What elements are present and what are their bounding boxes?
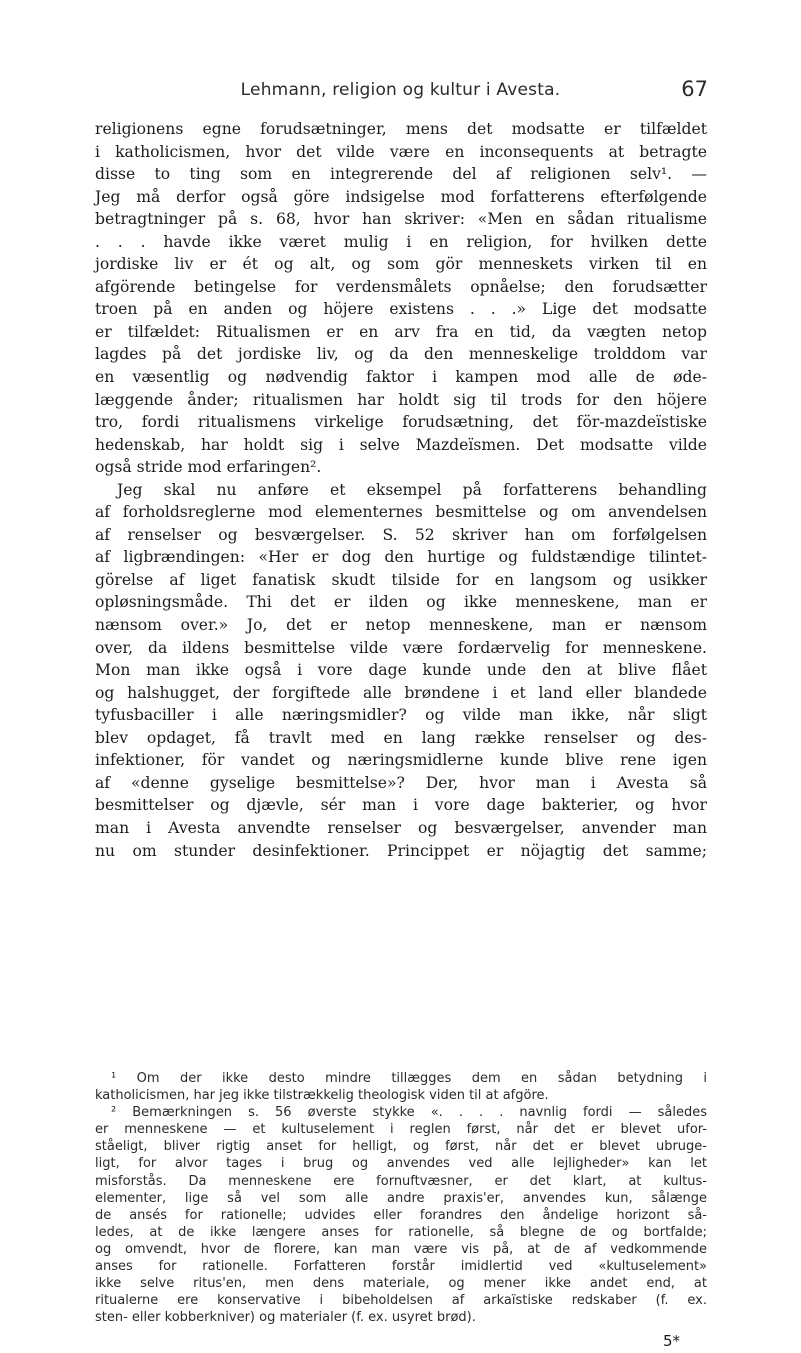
body-line: nænsom over.» Jo, det er netop menneskene, man er nænsom <box>95 616 707 635</box>
footnote-line: anses for rationelle. Forfatteren forstår imidlertid ved «kultuselement» <box>95 1259 707 1275</box>
body-line: görelse af liget fanatisk skudt tilside for en langsom og usikker <box>95 570 707 589</box>
footnote-line: ledes, at de ikke længere anses for rationelle, så blegne de og bortfalde; <box>95 1224 707 1240</box>
body-line: læggende ånder; ritualismen har holdt sig til trods for den höjere <box>95 390 707 409</box>
footnote-line: ² Bemærkningen s. 56 øverste stykke «. . . . navnlig fordi — således <box>111 1105 707 1121</box>
footnote-line: ritualerne ere konservative i bibeholdelsen af arkaïstiske redskaber (f. ex. <box>95 1293 707 1309</box>
body-line: er tilfældet: Ritualismen er en arv fra en tid, da vægten netop <box>95 322 707 341</box>
signature-mark: 5* <box>663 1332 681 1350</box>
page-header <box>0 77 801 110</box>
footnote-line: misforstås. Da menneskene ere fornuftvæsner, er det klart, at kultus- <box>95 1173 707 1189</box>
body-line: . . . havde ikke været mulig i en religion, for hvilken dette <box>95 232 707 251</box>
body-line: disse to ting som en integrerende del af religionen selv¹. — <box>95 165 707 184</box>
footnotes <box>95 1070 707 1326</box>
footnote-line: elementer, lige så vel som alle andre praxis'er, anvendes kun, sålænge <box>95 1190 707 1206</box>
body-line: af ligbrændingen: «Her er dog den hurtige og fuldstændige tilintet- <box>95 548 707 567</box>
body-line: Jeg må derfor også göre indsigelse mod forfatterens efterfølgende <box>95 187 707 206</box>
footnote-line: ligt, for alvor tages i brug og anvendes ved alle lejligheder» kan let <box>95 1156 707 1172</box>
body-line: tro, fordi ritualismens virkelige forudsætning, det för-mazdeïstiske <box>95 413 707 432</box>
footnote-line: ¹ Om der ikke desto mindre tillægges dem en sådan betydning i <box>111 1071 707 1086</box>
footnote-line: sten- eller kobberkniver) og materialer (f. ex. usyret brød). <box>95 1310 476 1326</box>
body-line: en væsentlig og nødvendig faktor i kampen mod alle de øde- <box>95 368 707 387</box>
body-line: opløsningsmåde. Thi det er ilden og ikke menneskene, man er <box>95 593 707 612</box>
body-line: hedenskab, har holdt sig i selve Mazdeïsmen. Det modsatte vilde <box>95 435 707 454</box>
footnote-line: er menneskene — et kultuselement i reglen først, når det er blevet ufor- <box>95 1122 707 1138</box>
footnote-line: katholicismen, har jeg ikke tilstrækkelig theologisk viden til at afgöre. <box>95 1088 549 1104</box>
main-body-text <box>95 118 707 862</box>
running-head: Lehmann, religion og kultur i Avesta. <box>240 80 561 100</box>
body-line: blev opdaget, få travlt med en lang række renselser og des- <box>95 728 707 747</box>
footnote-line: ikke selve ritus'en, men dens materiale, og mener ikke andet end, at <box>95 1276 707 1292</box>
body-line: Jeg skal nu anføre et eksempel på forfatterens behandling <box>117 480 707 499</box>
body-line: i katholicismen, hvor det vilde være en inconsequents at betragte <box>95 142 707 161</box>
page-number: 67 <box>681 77 708 101</box>
body-line: religionens egne forudsætninger, mens det modsatte er tilfældet <box>95 120 707 138</box>
body-line: af forholdsreglerne mod elementernes besmittelse og om anvendelsen <box>95 503 707 522</box>
body-line: betragtninger på s. 68, hvor han skriver: «Men en sådan ritualisme <box>95 210 707 229</box>
body-line: Mon man ikke også i vore dage kunde unde den at blive flået <box>95 661 707 680</box>
body-line: troen på en anden og höjere existens . . .» Lige det modsatte <box>95 300 707 319</box>
footnote-line: de ansés for rationelle; udvides eller forandres den åndelige horizont så- <box>95 1207 707 1223</box>
body-line: man i Avesta anvendte renselser og besværgelser, anvender man <box>95 818 707 837</box>
body-line: jordiske liv er ét og alt, og som gör menneskets virken til en <box>95 255 707 274</box>
footnote-line: ståeligt, bliver rigtig anset for helligt, og først, når det er blevet ubruge- <box>95 1139 707 1155</box>
body-line: over, da ildens besmittelse vilde være fordærvelig for menneskene. <box>95 638 707 657</box>
footnote-line: og omvendt, hvor de florere, kan man være vis på, at de af vedkommende <box>95 1241 707 1257</box>
body-line: lagdes på det jordiske liv, og da den menneskelige trolddom var <box>95 345 707 364</box>
body-line: og halshugget, der forgiftede alle brøndene i et land eller blandede <box>95 683 707 702</box>
body-line: af «denne gyselige besmittelse»? Der, hvor man i Avesta så <box>95 773 707 792</box>
body-line: tyfusbaciller i alle næringsmidler? og vilde man ikke, når sligt <box>95 706 707 725</box>
body-line: også stride mod erfaringen². <box>95 458 322 477</box>
body-line: af renselser og besværgelser. S. 52 skriver han om forfølgelsen <box>95 525 707 544</box>
body-line: besmittelser og djævle, sér man i vore dage bakterier, og hvor <box>95 796 707 815</box>
body-line: nu om stunder desinfektioner. Princippet er nöjagtig det samme; <box>95 841 707 860</box>
body-line: infektioner, för vandet og næringsmidlerne kunde blive rene igen <box>95 751 707 770</box>
body-line: afgörende betingelse for verdensmålets opnåelse; den forudsætter <box>95 277 707 296</box>
